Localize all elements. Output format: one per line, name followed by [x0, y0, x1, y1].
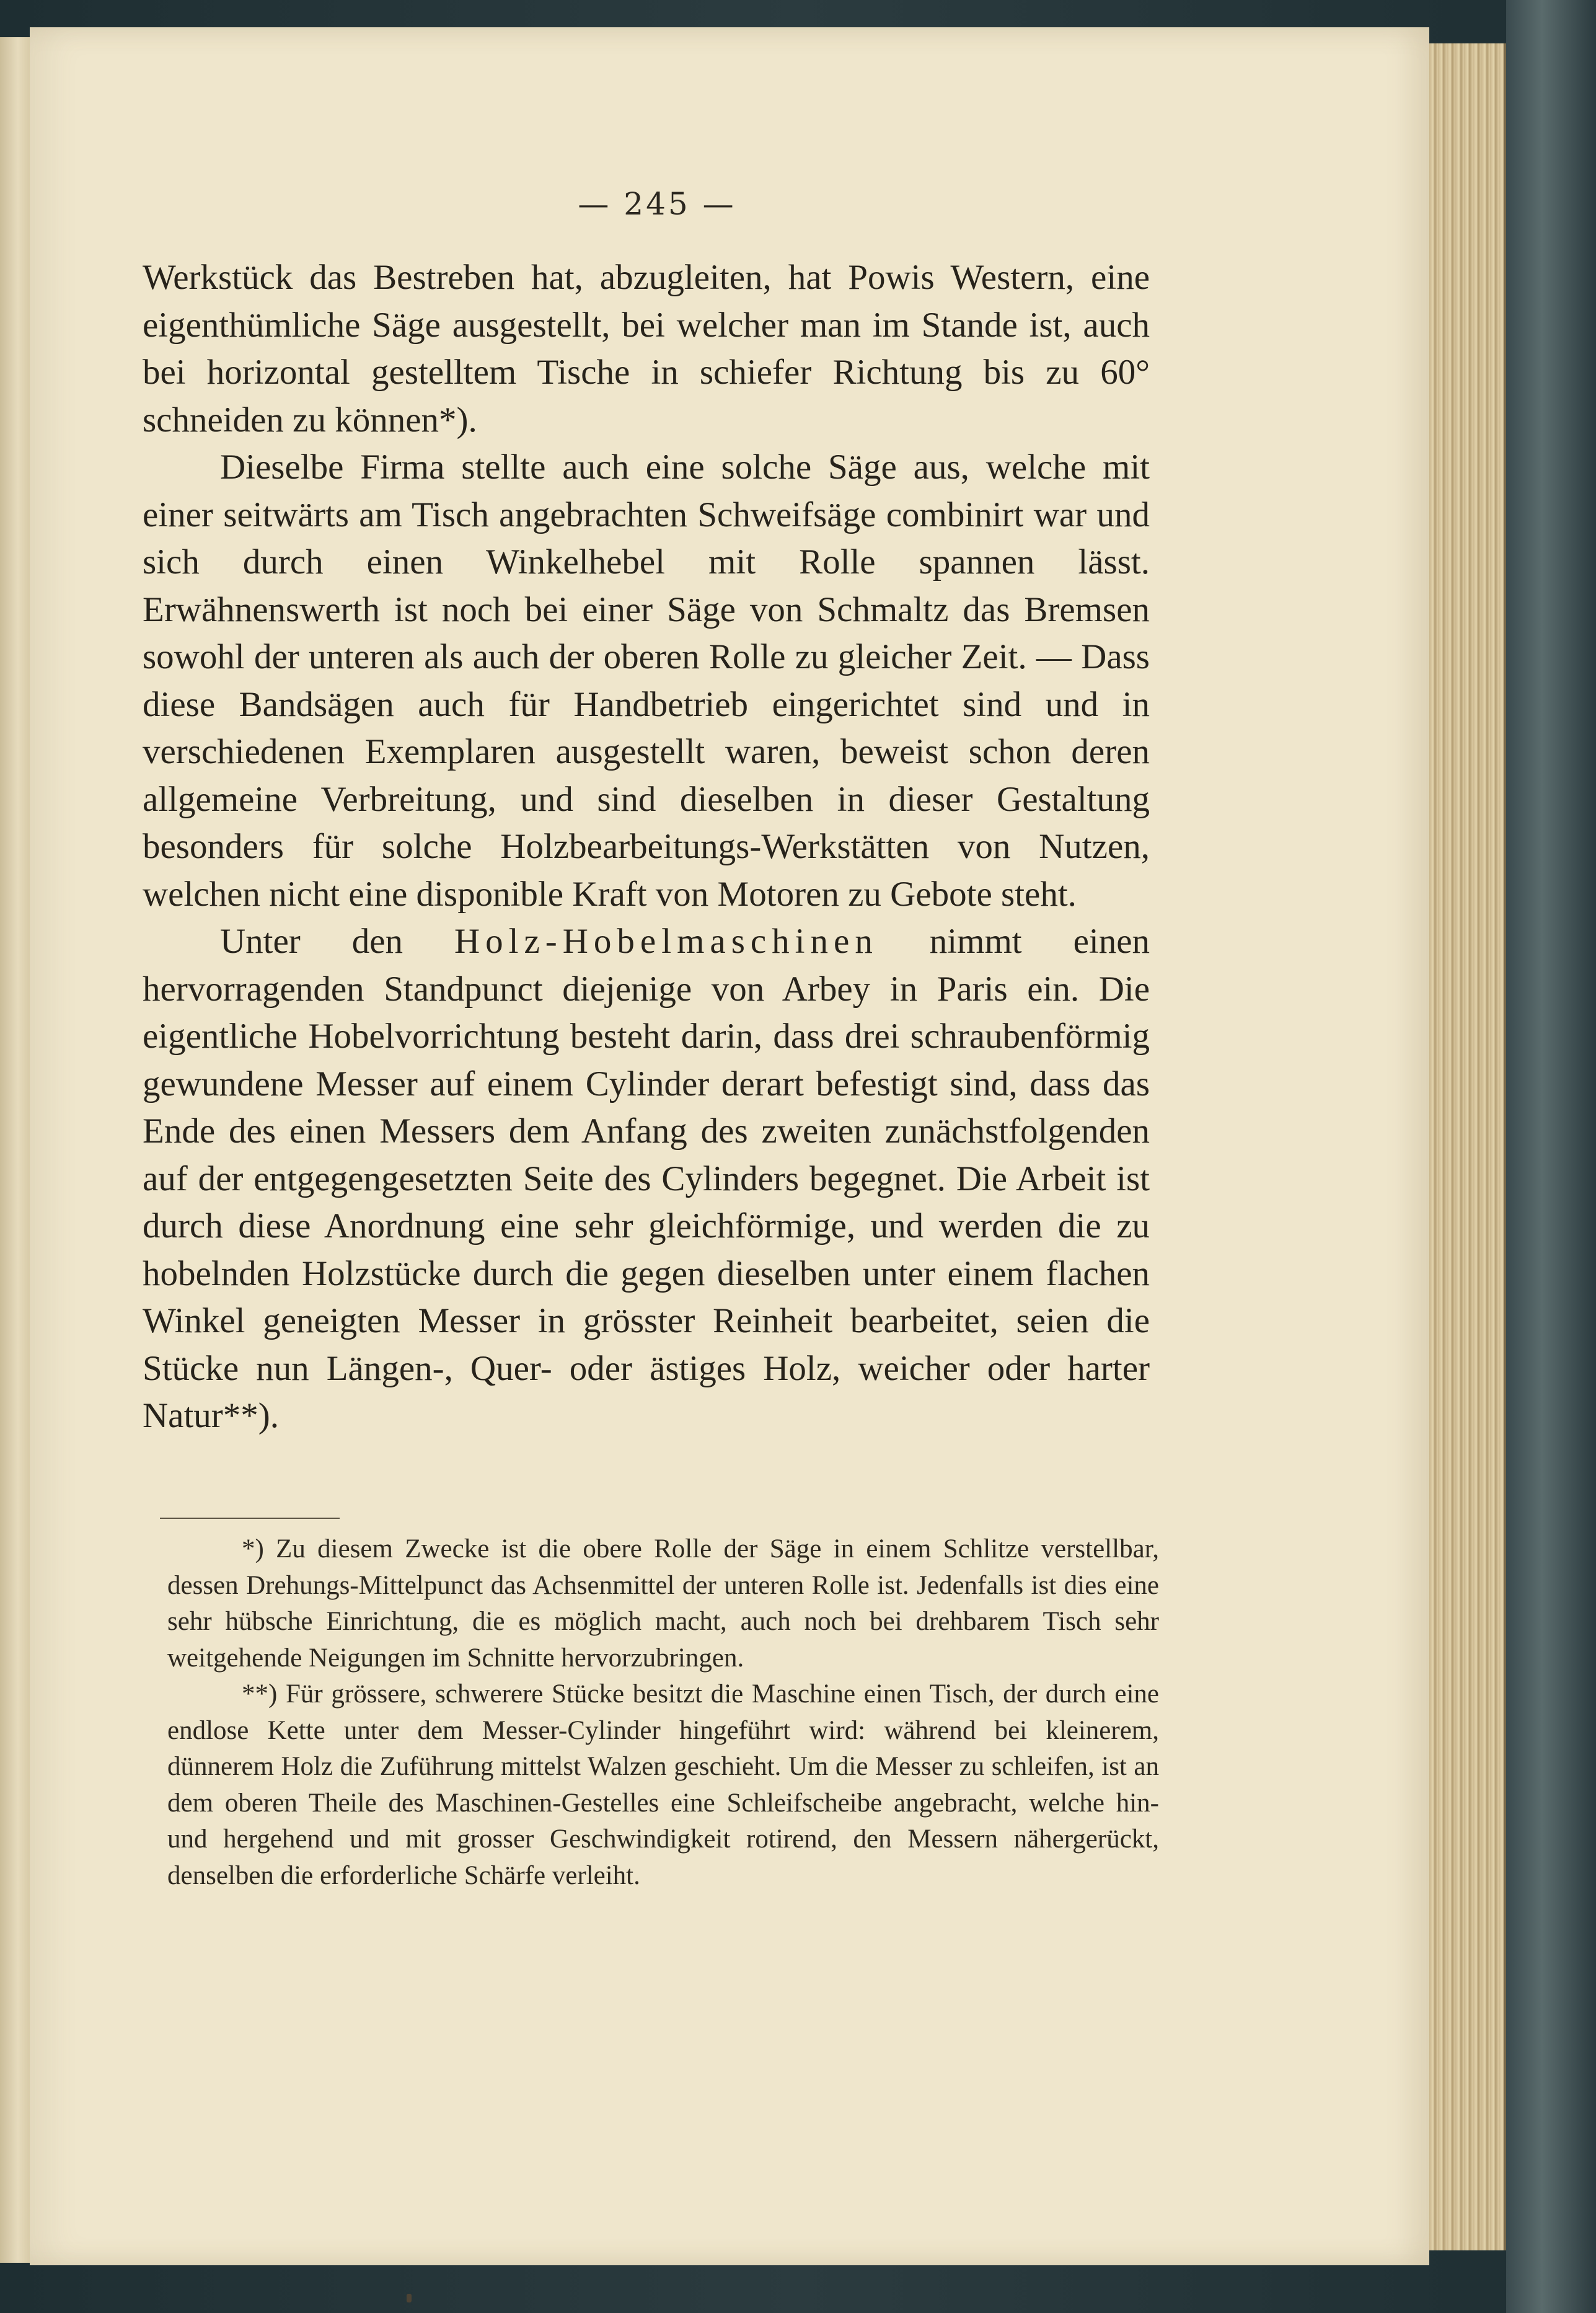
footnote-divider — [160, 1518, 340, 1519]
footnote-2: **) Für grössere, schwerere Stücke besitzt die Maschine einen Tisch, der durch eine endlose Kette unter dem Messer-Cylinder hingeführt wird: während bei kleinerem, dünnerem Holz die Zuführung mittelst Walzen geschieht. Um die Messer zu schleifen, ist an dem oberen Theile des Maschinen-Gestelles eine Schleifscheibe angebracht, welche hin- und hergehend und mit grosser Geschwindigkeit rotirend, den Messern nähergerückt, denselben die erforderliche Schärfe verleiht. — [167, 1679, 1159, 1890]
paragraph-3 — [143, 918, 1150, 1440]
book-cover-edge — [1506, 0, 1596, 2313]
emphasized-term: Holz-Hobelmaschinen — [454, 922, 878, 961]
page-number: — 245 — — [578, 186, 736, 222]
body-text — [143, 254, 1150, 1440]
ink-speck — [407, 2294, 412, 2302]
left-page-edge — [0, 37, 30, 2263]
page-stack-edge — [1429, 43, 1506, 2250]
paragraph-3-start: Unter den — [220, 922, 454, 961]
paragraph-3-rest: nimmt einen hervorragenden Standpunct diejenige von Arbey in Paris ein. Die eigentliche Hobelvorrichtung besteht darin, dass drei schraubenförmig gewundene Messer auf einem Cylinder derart befestigt sind, dass das Ende des einen Messers dem Anfang des zweiten zunächstfolgenden auf der entgegengesetzten Seite des Cylinders begegnet. Die Arbeit ist durch diese Anordnung eine sehr gleichförmige, und werden die zu hobelnden Holzstücke durch die gegen dieselben unter einem flachen Winkel geneigten Messer in grösster Reinheit bearbeitet, seien die Stücke nun Längen-, Quer- oder ästiges Holz, weicher oder harter Natur**). — [143, 922, 1150, 1435]
footnotes — [167, 1531, 1159, 1894]
paragraph-1: Werkstück das Bestreben hat, abzugleiten, hat Powis Western, eine eigenthümliche Säge ausgestellt, bei welcher man im Stande ist, auch bei horizontal gestelltem Tische in schiefer Richtung bis zu 60° schneiden zu können*). — [143, 258, 1150, 440]
footnote-1: *) Zu diesem Zwecke ist die obere Rolle der Säge in einem Schlitze verstellbar, dessen Drehungs-Mittelpunct das Achsenmittel der unteren Rolle ist. Jedenfalls ist dies eine sehr hübsche Einrichtung, die es möglich macht, auch noch bei drehbarem Tisch sehr weitgehende Neigungen im Schnitte hervorzubringen. — [167, 1534, 1159, 1673]
paragraph-2: Dieselbe Firma stellte auch eine solche Säge aus, welche mit einer seitwärts am Tisch angebrachten Schweifsäge combinirt war und sich durch einen Winkelhebel mit Rolle spannen lässt. Erwähnenswerth ist noch bei einer Säge von Schmaltz das Bremsen sowohl der unteren als auch der oberen Rolle zu gleicher Zeit. — Dass diese Bandsägen auch für Handbetrieb eingerichtet sind und in verschiedenen Exemplaren ausgestellt waren, beweist schon deren allgemeine Verbreitung, und sind dieselben in dieser Gestaltung besonders für solche Holzbearbeitungs-Werkstätten von Nutzen, welchen nicht eine disponible Kraft von Motoren zu Gebote steht. — [143, 448, 1150, 914]
